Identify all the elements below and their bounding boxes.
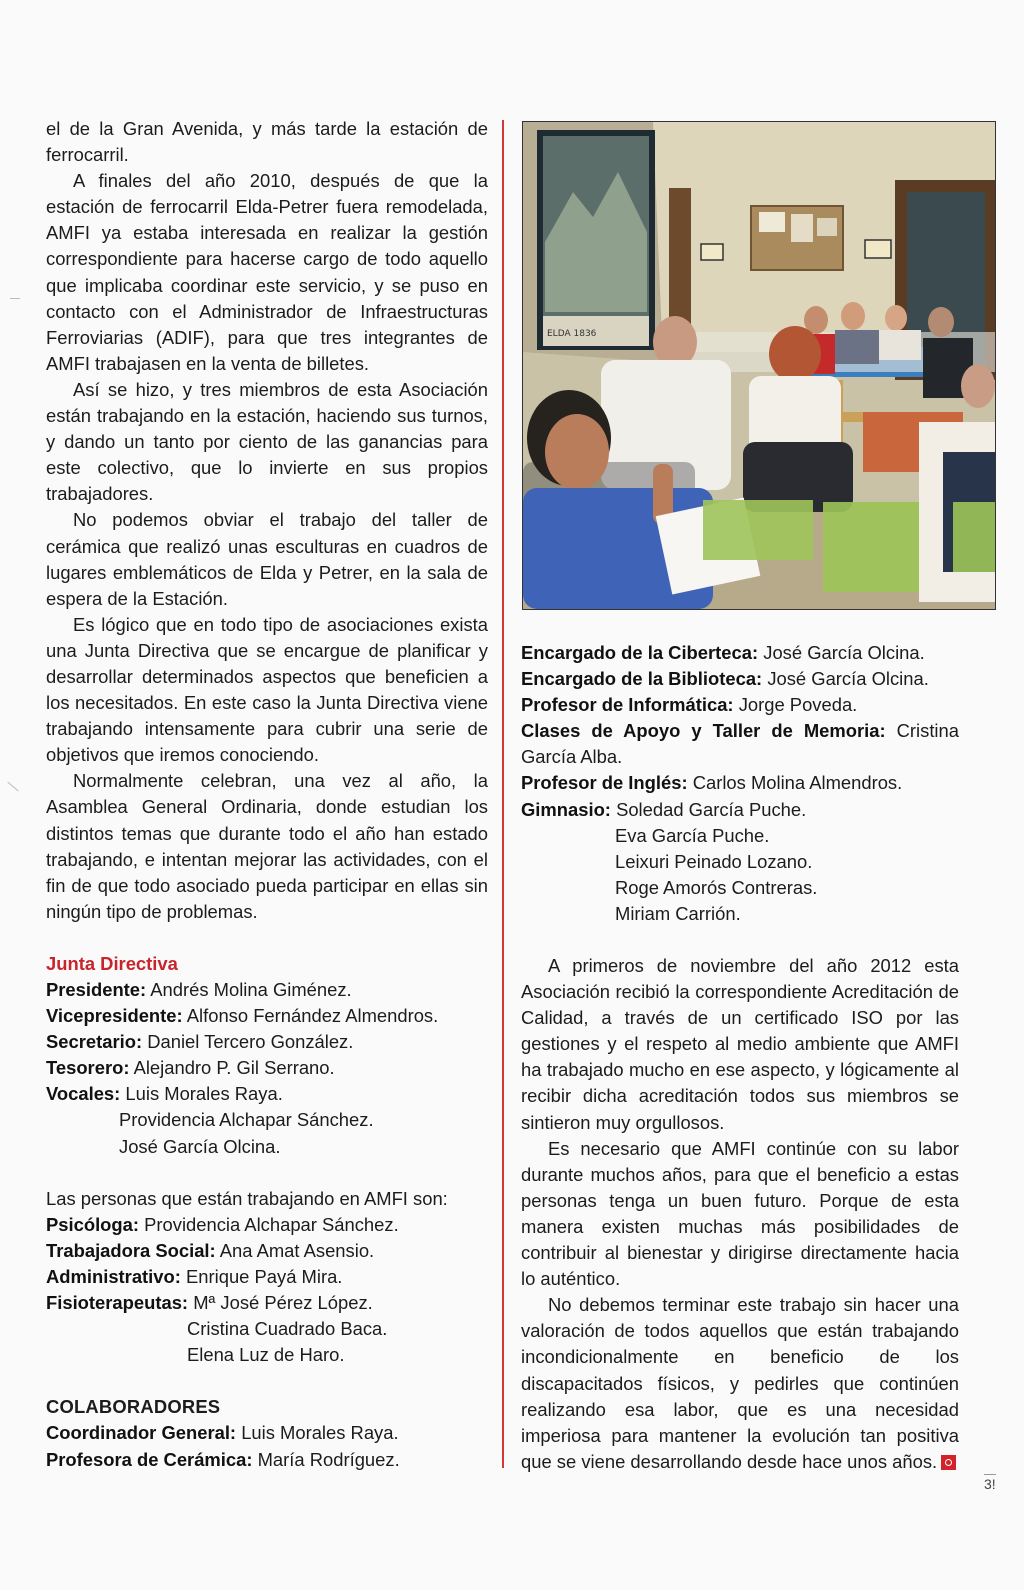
gimnasio-name: Roge Amorós Contreras. (615, 876, 818, 898)
trabajadora-line (46, 1238, 488, 1264)
paragraph-text: No debemos terminar este trabajo sin hacer una valoración de todos aquellos que están trabajando incondicionalmente en beneficio de los discapacitados físicos, y pedirles que continúen realizando esa labor, que es una necesidad imperiosa para mantener la evolución tan positiva que se viene desarrollando desde hace unos años. (521, 1294, 959, 1472)
gimnasio-name: Miriam Carrión. (615, 902, 741, 924)
poster-caption: ELDA 1836 (547, 329, 597, 339)
secretario-line (46, 1029, 488, 1055)
ceramica-line (46, 1447, 488, 1473)
label: Encargado de la Biblioteca: (521, 668, 763, 690)
label: Secretario: (46, 1031, 143, 1053)
value: Ana Amat Asensio. (219, 1239, 375, 1261)
value: Cristina García Alba. (521, 720, 959, 768)
fisio-name: Elena Luz de Haro. (187, 1344, 345, 1366)
label: Vicepresidente: (46, 1005, 183, 1027)
meeting-photo (522, 121, 996, 610)
colaboradores-heading: COLABORADORES (46, 1396, 221, 1418)
label: Psicóloga: (46, 1213, 139, 1235)
scan-mark (10, 298, 20, 299)
label: Tesorero: (46, 1057, 130, 1079)
label: Vocales: (46, 1083, 121, 1105)
paragraph: Es lógico que en todo tipo de asociaciones exista una Junta Directiva que se encargue de planificar y desarrollar determinados aspectos que beneficien a los necesitados. En este caso la Junta Directiva viene trabajando intensamente para cubrir una serie de objetivos que iremos conociendo. (46, 613, 488, 766)
label: Administrativo: (46, 1265, 181, 1287)
value: José García Olcina. (763, 642, 925, 663)
vicepresidente-line (46, 1003, 488, 1029)
value: Daniel Tercero González. (147, 1031, 354, 1053)
label: Profesor de Informática: (521, 694, 734, 716)
paragraph: A primeros de noviembre del año 2012 esta Asociación recibió la correspondiente Acreditación de Calidad, a través de un certificado ISO por las gestiones y el respeto al medio ambiente que AMFI ha trabajado mucho en ese aspecto, y lógicamente al recibir dicha acreditación todos sus miembros se sintieron muy orgullosos. (521, 955, 959, 1133)
administrativo-line (46, 1264, 488, 1290)
value: María Rodríguez. (257, 1448, 400, 1470)
apoyo-line (521, 718, 959, 770)
gimnasio-name: Eva García Puche. (615, 824, 770, 846)
right-column-text (521, 953, 959, 1475)
paragraph: A finales del año 2010, después de que la estación de ferrocarril Elda-Petrer fuera remodelada, AMFI ya estaba interesada en realizar la gestión correspondiente para hacerse cargo de todo aquello que implicaba coordinar este servicio, y se puso en contacto con el Administrador de Infraestructuras Ferroviarias (ADIF), para que tres integrantes de AMFI trabajasen en la venta de billetes. (46, 170, 488, 374)
label: Presidente: (46, 979, 147, 1000)
fisio-line (46, 1290, 488, 1316)
right-list (521, 640, 959, 927)
vocal-name: José García Olcina. (119, 1135, 281, 1157)
value: Alfonso Fernández Almendros. (186, 1005, 439, 1027)
value: Carlos Molina Almendros. (692, 772, 903, 794)
psicologa-line (46, 1212, 488, 1238)
label: Trabajadora Social: (46, 1239, 216, 1261)
ciberteca-line (521, 640, 959, 666)
left-column (46, 116, 488, 1473)
page-number: 3! (984, 1476, 996, 1492)
paragraph: Normalmente celebran, una vez al año, la Asamblea General Ordinaria, donde estudian los distintos temas que durante todo el año han estado trabajando, e intentan mejorar las actividades, con el fin de que todo asociado pueda participar en ellas sin ningún tipo de problemas. (46, 770, 488, 922)
value: Soledad García Puche. (616, 798, 807, 820)
value: José García Olcina. (767, 668, 929, 690)
value: Alejandro P. Gil Serrano. (133, 1057, 335, 1079)
label: Profesor de Inglés: (521, 772, 688, 794)
junta-heading: Junta Directiva (46, 952, 178, 974)
scan-mark (7, 782, 18, 792)
paragraph: Así se hizo, y tres miembros de esta Asociación están trabajando en la estación, haciendo sus turnos, y dando un tanto por ciento de las ganancias para este colectivo, que lo invierte en sus propios trabajadores. (46, 378, 488, 505)
end-mark-icon (941, 1455, 956, 1470)
coordinador-line (46, 1420, 488, 1446)
gimnasio-line (521, 797, 959, 823)
tesorero-line (46, 1055, 488, 1081)
label: Clases de Apoyo y Taller de Memoria: (521, 720, 886, 742)
paragraph: Es necesario que AMFI continúe con su labor durante muchos años, para que el beneficio a estas personas tenga un buen futuro. Porque de esta manera existen muchas más posibilidades de contribuir al bienestar y dirigirse directamente hacia lo auténtico. (521, 1137, 959, 1290)
paragraph: el de la Gran Avenida, y más tarde la estación de ferrocarril. (46, 118, 488, 166)
fisio-name: Cristina Cuadrado Baca. (187, 1318, 388, 1340)
paragraph (521, 1292, 959, 1475)
label: Gimnasio: (521, 798, 611, 820)
value: Luis Morales Raya. (241, 1422, 399, 1444)
meeting-photo-illustration (523, 122, 995, 609)
label: Encargado de la Ciberteca: (521, 642, 759, 663)
vocal-name: Providencia Alchapar Sánchez. (119, 1109, 374, 1131)
value: Jorge Poveda. (738, 694, 858, 716)
value: Mª José Pérez López. (193, 1292, 373, 1314)
value: Luis Morales Raya. (125, 1083, 283, 1105)
value: Enrique Payá Mira. (186, 1265, 343, 1287)
paragraph: No podemos obviar el trabajo del taller de cerámica que realizó unas esculturas en cuadros de lugares emblemáticos de Elda y Petrer, en la sala de espera de la Estación. (46, 509, 488, 609)
ingles-line (521, 770, 959, 796)
column-divider (502, 120, 504, 1468)
gimnasio-name: Leixuri Peinado Lozano. (615, 850, 813, 872)
value: Andrés Molina Giménez. (150, 979, 352, 1000)
informatica-line (521, 692, 959, 718)
value: Providencia Alchapar Sánchez. (144, 1213, 399, 1235)
vocales-line (46, 1081, 488, 1107)
label: Profesora de Cerámica: (46, 1448, 253, 1470)
label: Fisioterapeutas: (46, 1292, 189, 1314)
staff-intro: Las personas que están trabajando en AMFI son: (46, 1187, 448, 1209)
presidente-line (46, 977, 488, 1003)
label: Coordinador General: (46, 1422, 237, 1444)
biblioteca-line (521, 666, 959, 692)
